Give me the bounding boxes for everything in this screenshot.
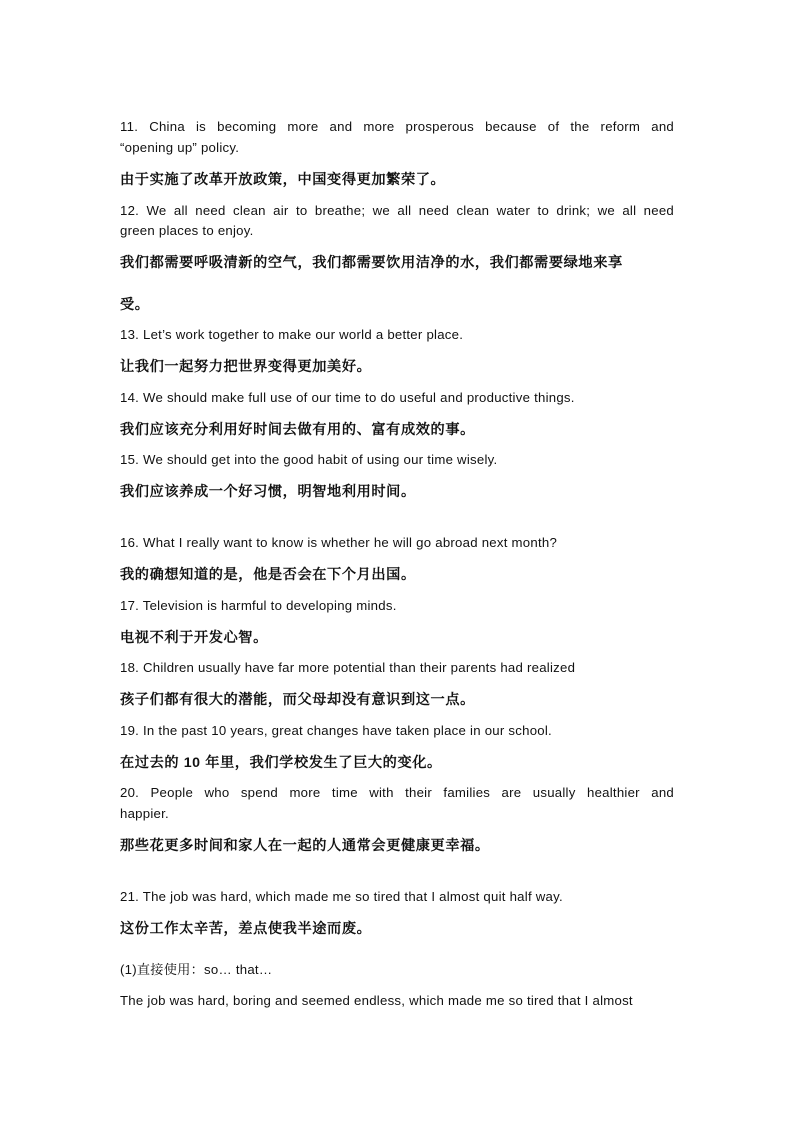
sentence-21-english: 21. The job was hard, which made me so tired that I almost quit half way. — [120, 889, 563, 904]
sentence-14-chinese: 我们应该充分利用好时间去做有用的、富有成效的事。 — [120, 422, 475, 438]
sentence-12-chinese-line-1: 我们都需要呼吸清新的空气，我们都需要饮用洁净的水，我们都需要绿地来享 — [120, 255, 623, 271]
sentence-21-chinese: 这份工作太辛苦，差点使我半途而废。 — [120, 921, 372, 937]
sentence-19-chinese: 在过去的 10 年里，我们学校发生了巨大的变化。 — [120, 755, 442, 771]
sentence-13-english: 13. Let’s work together to make our world a better place. — [120, 327, 464, 342]
sentence-16-chinese: 我的确想知道的是，他是否会在下个月出国。 — [120, 567, 416, 583]
sentence-19-english: 19. In the past 10 years, great changes have taken place in our school. — [120, 723, 552, 738]
sentence-20-chinese: 那些花更多时间和家人在一起的人通常会更健康更幸福。 — [120, 838, 490, 854]
sentence-15-chinese: 我们应该养成一个好习惯，明智地利用时间。 — [120, 484, 416, 500]
method-1-example: The job was hard, boring and seemed endless, which made me so tired that I almost — [120, 993, 633, 1008]
sentence-13-chinese: 让我们一起努力把世界变得更加美好。 — [120, 359, 372, 375]
sentence-11-english-line-1: 11. China is becoming more and more prosperous because of the reform and — [120, 119, 674, 134]
method-1-heading: (1)直接使用：so… that… — [120, 962, 273, 977]
sentence-20-english-line-1: 20. People who spend more time with their families are usually healthier and — [120, 785, 674, 800]
sentence-11-chinese: 由于实施了改革开放政策，中国变得更加繁荣了。 — [120, 172, 446, 188]
sentence-18-english: 18. Children usually have far more potential than their parents had realized — [120, 660, 576, 675]
sentence-12-english-line-1: 12. We all need clean air to breathe; we all need clean water to drink; we all need — [120, 203, 674, 218]
sentence-15-english: 15. We should get into the good habit of using our time wisely. — [120, 452, 498, 467]
sentence-11-english-line-2: “opening up” policy. — [120, 140, 240, 155]
sentence-16-english: 16. What I really want to know is whether he will go abroad next month? — [120, 535, 558, 550]
sentence-18-chinese: 孩子们都有很大的潜能，而父母却没有意识到这一点。 — [120, 692, 475, 708]
sentence-20-english-line-2: happier. — [120, 806, 169, 821]
sentence-17-english: 17. Television is harmful to developing minds. — [120, 598, 397, 613]
sentence-14-english: 14. We should make full use of our time to do useful and productive things. — [120, 390, 575, 405]
sentence-17-chinese: 电视不利于开发心智。 — [120, 630, 268, 646]
sentence-12-english-line-2: green places to enjoy. — [120, 223, 254, 238]
sentence-12-chinese-line-2: 受。 — [120, 297, 150, 313]
